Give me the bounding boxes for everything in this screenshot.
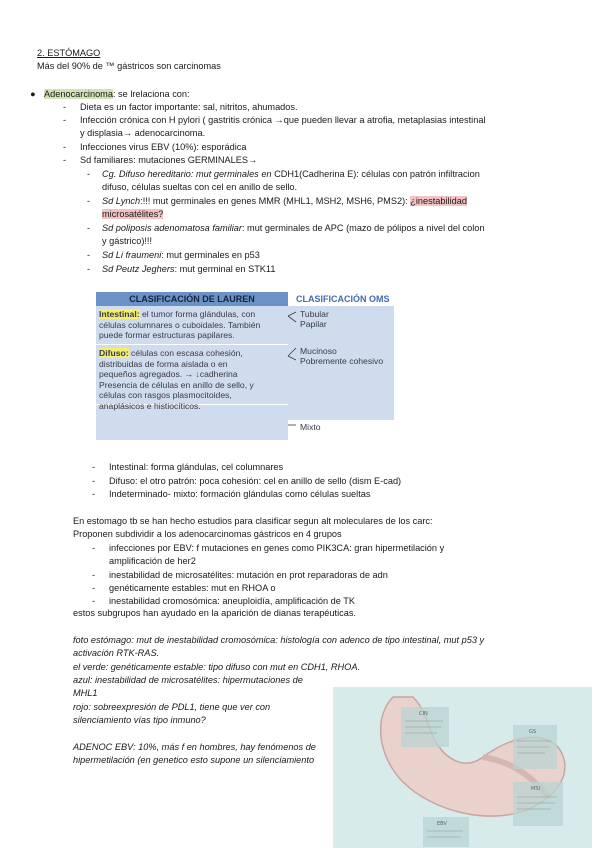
sub-item-text: : mut germinales de APC (mazo de pólipos a nivel del colon xyxy=(241,223,485,233)
cell-text: células columnares o cuboidales. También xyxy=(99,319,261,330)
table-tail xyxy=(96,420,288,440)
dash: - xyxy=(63,155,67,165)
photo-label-cin: CIN xyxy=(419,711,428,717)
highlight-red: ¿inestabilidad xyxy=(410,196,467,206)
sub-dash: - xyxy=(87,196,91,206)
dash: - xyxy=(63,102,67,112)
list-item: Infección crónica con H pylori ( gastritis crónica →que pueden llevar a atrofia, metaplasias intestinal xyxy=(80,115,486,125)
paragraph: estos subgrupos han ayudado en la aparición de dianas terapéuticas. xyxy=(73,608,356,618)
dash: - xyxy=(92,489,96,499)
list-item: Dieta es un factor importante: sal, nitritos, ahumados. xyxy=(80,102,298,112)
ebv-note: ADENOC EBV: 10%, más f en hombres, hay fenómenos de xyxy=(73,742,316,752)
mol-item: genéticamente estables: mut en RHOA o xyxy=(109,583,276,593)
sub-item-text: : mut germinal en STK11 xyxy=(174,264,276,274)
dash: - xyxy=(92,476,96,486)
sub-item xyxy=(102,250,260,260)
dash: - xyxy=(92,583,96,593)
sub-item-italic: Sd Lynch xyxy=(102,196,141,206)
photo-label-ebv: EBV xyxy=(437,821,447,827)
oms-text: Mucinoso xyxy=(300,346,337,356)
mol-item: infecciones por EBV: f mutaciones en genes como PIK3CA: gran hipermetilación y xyxy=(109,543,445,553)
table-head-lauren: CLASIFICACIÓN DE LAUREN xyxy=(96,292,288,306)
stomach-photo xyxy=(333,687,592,848)
note-item: Intestinal: forma glándulas, cel columnares xyxy=(109,462,284,472)
sub-item-cont xyxy=(102,209,163,219)
sub-item-cont: difuso, células sueltas con cel en anillo de sello. xyxy=(102,182,298,192)
intro-text: Más del 90% de ™ gástricos son carcinomas xyxy=(37,61,221,71)
stomach-illustration-icon xyxy=(333,687,592,848)
sub-dash: - xyxy=(87,223,91,233)
photo-note: el verde: genéticamente estable: tipo difuso con mut en CDH1, RHOA. xyxy=(73,662,361,672)
photo-note: MHL1 xyxy=(73,688,98,698)
mol-item: inestabilidad cromosómica: aneuploidía, amplificación de TK xyxy=(109,596,355,606)
adeno-line xyxy=(44,89,190,99)
dash: - xyxy=(63,142,67,152)
section-title: 2. ESTÓMAGO xyxy=(37,48,101,58)
bullet-dot: ● xyxy=(30,89,36,99)
list-item: y displasia→ adenocarcinoma. xyxy=(80,128,206,138)
sub-item-text: :!!! mut germinales en genes MMR (MHL1, MSH2, MSH6, PMS2): xyxy=(140,196,408,206)
cell-text: Presencia de células en anillo de sello, y xyxy=(99,379,254,390)
dash: - xyxy=(92,543,96,553)
cell-text: distribuidas de forma aislada o en xyxy=(99,358,228,369)
oms-text: Papilar xyxy=(300,319,327,330)
dash: - xyxy=(92,570,96,580)
table-head-oms: CLASIFICACIÓN OMS xyxy=(288,292,394,306)
sub-item-text: CDH1(Cadherina E): células con patrón infiltracion xyxy=(271,169,480,179)
highlight-red: microsatélites? xyxy=(102,209,164,219)
note-item: Difuso: el otro patrón: poca cohesión: cel en anillo de sello (dism E-cad) xyxy=(109,476,402,486)
sub-item-italic: Sd poliposis adenomatosa familiar xyxy=(102,223,242,233)
mol-item: amplificación de her2 xyxy=(109,556,196,566)
list-item: Sd familiares: mutaciones GERMINALES→ xyxy=(80,155,258,165)
sub-item-italic: Sd Li fraumeni xyxy=(102,250,162,260)
term-intestinal: Intestinal: xyxy=(99,309,140,319)
adeno-rest: : se lrelaciona con: xyxy=(112,89,190,99)
photo-note: activación RTK-RAS. xyxy=(73,648,160,658)
oms-text: Pobremente cohesivo xyxy=(300,356,384,367)
oms-text: Tubular xyxy=(300,309,329,319)
cell-text: pequeños agregados. → ↓cadherina xyxy=(99,369,238,380)
sub-item xyxy=(102,196,467,206)
sub-dash: - xyxy=(87,169,91,179)
cell-text: anaplásicos e histiocíticos. xyxy=(99,400,201,411)
oms-text: Mixto xyxy=(300,422,321,432)
sub-item xyxy=(102,223,485,233)
cell-text: células con escasa cohesión, xyxy=(128,348,243,358)
sub-dash: - xyxy=(87,264,91,274)
sub-item xyxy=(102,169,480,179)
paragraph: Proponen subdividir a los adenocarcinomas gástricos en 4 grupos xyxy=(73,529,342,539)
list-item: Infecciones virus EBV (10%): esporádica xyxy=(80,142,247,152)
photo-note: azul: inestabilidad de microsatélites: hipermutaciones de xyxy=(73,675,303,685)
sub-item-text: : mut germinales en p53 xyxy=(161,250,260,260)
dash: - xyxy=(92,596,96,606)
lauren-table xyxy=(96,292,394,432)
photo-note: foto estómago: mut de inestabilidad cromosómica: histología con adenco de tipo intestinal, mut p53 y xyxy=(73,635,485,645)
term-difuso: Difuso: xyxy=(99,348,129,358)
note-item: Indeterminado- mixto: formación glándulas como células sueltas xyxy=(109,489,371,499)
cell-text: células con rasgos plasmocitoides, xyxy=(99,390,232,401)
photo-label-msi: MSI xyxy=(531,786,540,792)
photo-note: rojo: sobreexpresión de PDL1, tiene que ver con xyxy=(73,702,271,712)
sub-dash: - xyxy=(87,250,91,260)
cell-text: puede formar estructuras papilares. xyxy=(99,330,235,341)
sub-item-italic: Sd Peutz Jeghers xyxy=(102,264,175,274)
adeno-term: Adenocarcinoma xyxy=(44,89,113,99)
sub-item xyxy=(102,264,275,274)
sub-item-italic: Cg. Difuso hereditario: mut germinales en xyxy=(102,169,272,179)
dash: - xyxy=(92,462,96,472)
cell-text: el tumor forma glándulas, con xyxy=(139,309,256,319)
mol-item: inestabilidad de microsatélites: mutación en prot reparadoras de adn xyxy=(109,570,388,580)
photo-label-gs: GS xyxy=(529,729,537,735)
sub-item-cont: y gástrico)!!! xyxy=(102,236,153,246)
photo-note: silenciamiento vías tipo inmuno? xyxy=(73,715,206,725)
paragraph: En estomago tb se han hecho estudios para clasificar segun alt moleculares de los carc: xyxy=(73,516,433,526)
dash: - xyxy=(63,115,67,125)
ebv-note: hipermetilación (en genetico esto supone un silenciamiento xyxy=(73,755,315,765)
